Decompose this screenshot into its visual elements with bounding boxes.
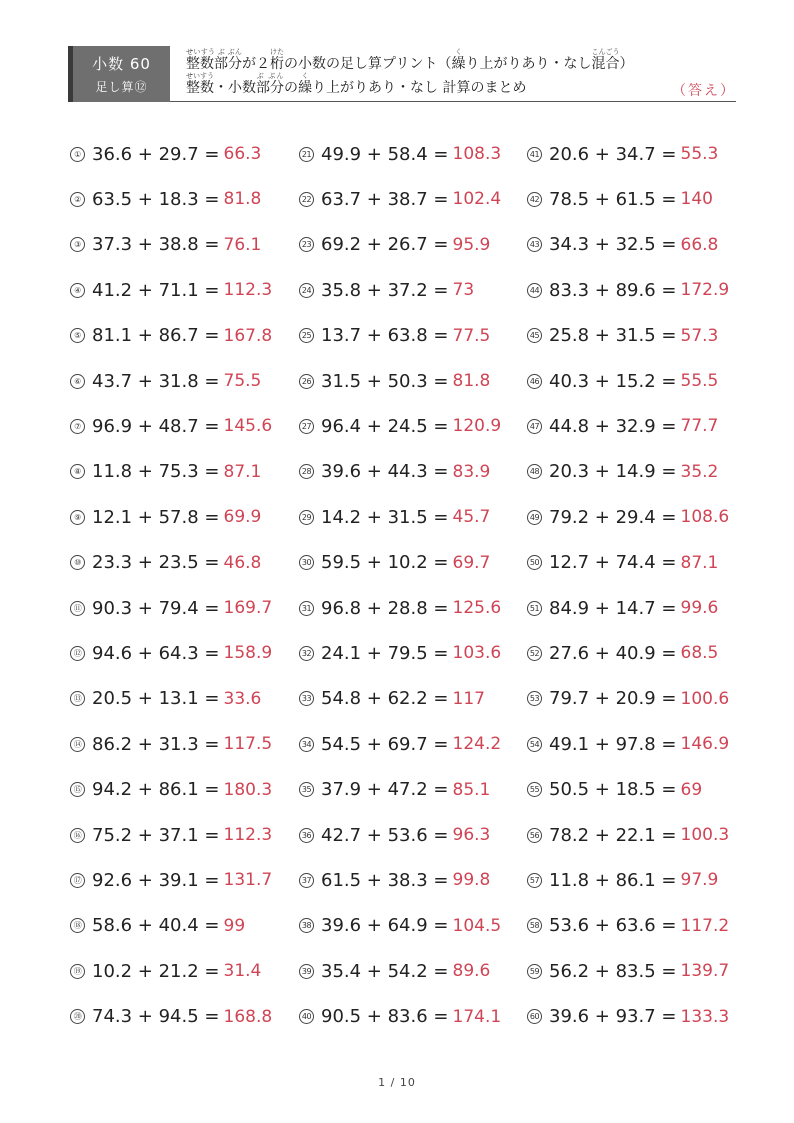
problem-item <box>299 543 490 583</box>
problem-expression: 41.2 + 71.1 = <box>92 279 220 301</box>
problem-item <box>299 134 501 174</box>
problem-number: 55 <box>527 782 542 797</box>
problem-expression: 20.6 + 34.7 = <box>549 143 677 165</box>
problem-answer: 31.4 <box>223 961 262 982</box>
problem-answer: 75.5 <box>223 371 262 391</box>
problem-expression: 12.7 + 74.4 = <box>549 552 677 574</box>
problem-number: 41 <box>527 147 542 162</box>
problem-item <box>527 815 729 855</box>
badge-unit: 足し算⑫ <box>95 80 148 94</box>
title-ruby-reading: く <box>451 48 466 56</box>
problem-answer: 112.3 <box>223 280 273 301</box>
title-ruby-word <box>270 48 284 72</box>
title-ruby-base: 繰 <box>451 56 466 72</box>
problem-expression: 50.5 + 18.5 = <box>549 779 677 801</box>
problem-expression: 12.1 + 57.8 = <box>92 506 220 528</box>
problem-answer: 73 <box>452 280 475 301</box>
problem-answer: 108.6 <box>680 507 730 528</box>
problem-number: 54 <box>527 737 542 752</box>
problem-expression: 54.8 + 62.2 = <box>321 688 449 710</box>
problem-item <box>527 406 718 446</box>
title-ruby-word <box>186 48 242 72</box>
problem-number: ④ <box>70 283 85 298</box>
problem-item <box>527 997 729 1037</box>
subtitle-text: ・小数 <box>214 80 256 96</box>
problem-number: 33 <box>299 691 314 706</box>
subtitle-ruby-base: 整数 <box>186 80 214 96</box>
problem-expression: 49.1 + 97.8 = <box>549 733 677 755</box>
problem-expression: 58.6 + 40.4 = <box>92 915 220 937</box>
title-ruby-reading: けた <box>270 48 284 56</box>
problem-answer: 139.7 <box>680 961 730 982</box>
problem-item <box>527 633 718 673</box>
subtitle-ruby-reading: せいすう <box>186 72 214 80</box>
problem-number: 57 <box>527 873 542 888</box>
problem-expression: 42.7 + 53.6 = <box>321 824 449 846</box>
problem-number: 46 <box>527 374 542 389</box>
problem-number: ⑥ <box>70 374 85 389</box>
title-text: り上がりあり・なし <box>465 56 592 72</box>
problem-answer: 131.7 <box>223 870 273 891</box>
problem-answer: 172.9 <box>680 280 730 301</box>
problem-expression: 39.6 + 93.7 = <box>549 1006 677 1028</box>
problem-expression: 39.6 + 44.3 = <box>321 461 449 483</box>
problem-expression: 23.3 + 23.5 = <box>92 552 220 574</box>
problem-item <box>70 179 261 219</box>
problem-number: 56 <box>527 828 542 843</box>
problem-number: ⑪ <box>70 601 85 616</box>
problem-number: 40 <box>299 1009 314 1024</box>
problem-number: ⑭ <box>70 737 85 752</box>
problem-item <box>299 588 501 628</box>
problem-item <box>70 815 272 855</box>
problem-expression: 81.1 + 86.7 = <box>92 325 220 347</box>
problem-expression: 84.9 + 14.7 = <box>549 597 677 619</box>
problem-item <box>70 997 272 1037</box>
problem-answer: 77.7 <box>680 416 719 437</box>
problem-answer: 103.6 <box>452 643 502 664</box>
problem-number: 58 <box>527 918 542 933</box>
problem-expression: 96.9 + 48.7 = <box>92 415 220 437</box>
problem-answer: 180.3 <box>223 779 273 800</box>
problem-expression: 74.3 + 94.5 = <box>92 1006 220 1028</box>
subtitle-text: の <box>284 80 298 96</box>
problem-number: 29 <box>299 510 314 525</box>
problem-item <box>527 770 702 810</box>
problem-number: 42 <box>527 192 542 207</box>
problem-answer: 133.3 <box>680 1006 730 1027</box>
problem-answer: 146.9 <box>680 734 730 755</box>
problem-answer: 81.8 <box>223 189 262 210</box>
problem-item <box>299 361 490 401</box>
problem-answer: 97.9 <box>680 870 719 891</box>
title-text: の小数の足し算プリント（ <box>284 56 452 72</box>
problem-item <box>299 906 501 946</box>
worksheet-header <box>68 46 736 102</box>
problem-answer: 125.6 <box>452 598 502 618</box>
subtitle-ruby-word <box>186 72 214 96</box>
problem-answer: 100.3 <box>680 825 730 845</box>
problem-number: 53 <box>527 691 542 706</box>
problem-expression: 20.3 + 14.9 = <box>549 461 677 483</box>
problem-number: 60 <box>527 1009 542 1024</box>
problem-expression: 14.2 + 31.5 = <box>321 506 449 528</box>
badge-level: 小数 60 <box>92 55 151 73</box>
problem-answer: 55.3 <box>680 144 719 164</box>
problem-answer: 140 <box>680 189 713 210</box>
subtitle-text: り上がりあり・なし 計算のまとめ <box>312 80 527 96</box>
subtitle-ruby-reading: ぶ ぶん <box>256 72 284 80</box>
problem-answer: 99.6 <box>680 598 719 618</box>
problem-expression: 40.3 + 15.2 = <box>549 370 677 392</box>
problem-item <box>527 179 713 219</box>
subtitle-ruby-base: 繰 <box>298 80 312 96</box>
problem-item <box>299 497 490 537</box>
problem-number: ⑧ <box>70 464 85 479</box>
title-ruby-base: 混合 <box>591 56 620 72</box>
problem-expression: 94.6 + 64.3 = <box>92 642 220 664</box>
problem-expression: 11.8 + 75.3 = <box>92 461 220 483</box>
title-text: ） <box>619 56 634 72</box>
problem-item <box>70 270 272 310</box>
problem-answer: 167.8 <box>223 325 273 346</box>
problem-item <box>527 316 718 356</box>
header-rule <box>170 101 736 102</box>
problem-number: 51 <box>527 601 542 616</box>
problem-answer: 108.3 <box>452 144 502 164</box>
problem-expression: 56.2 + 83.5 = <box>549 960 677 982</box>
problem-answer: 66.8 <box>680 234 719 255</box>
problem-number: ⑱ <box>70 918 85 933</box>
problem-answer: 120.9 <box>452 416 502 437</box>
problem-number: 24 <box>299 283 314 298</box>
problem-expression: 63.5 + 18.3 = <box>92 188 220 210</box>
problem-number: 22 <box>299 192 314 207</box>
problem-expression: 69.2 + 26.7 = <box>321 234 449 256</box>
problem-number: 35 <box>299 782 314 797</box>
problem-item <box>70 361 261 401</box>
problem-item <box>527 134 718 174</box>
problem-answer: 104.5 <box>452 915 502 936</box>
problem-answer: 45.7 <box>452 507 491 528</box>
problem-answer: 168.8 <box>223 1006 273 1027</box>
problem-expression: 13.7 + 63.8 = <box>321 325 449 347</box>
problem-expression: 79.2 + 29.4 = <box>549 506 677 528</box>
problem-number: 28 <box>299 464 314 479</box>
problem-expression: 96.8 + 28.8 = <box>321 597 449 619</box>
problem-number: 50 <box>527 555 542 570</box>
problem-expression: 27.6 + 40.9 = <box>549 642 677 664</box>
problem-expression: 35.8 + 37.2 = <box>321 279 449 301</box>
worksheet-title <box>186 48 633 73</box>
problem-item <box>527 543 718 583</box>
problem-answer: 169.7 <box>223 598 273 618</box>
problem-expression: 37.9 + 47.2 = <box>321 779 449 801</box>
problem-expression: 86.2 + 31.3 = <box>92 733 220 755</box>
problem-item <box>70 316 272 356</box>
title-text: が２ <box>242 56 270 72</box>
problem-number: 48 <box>527 464 542 479</box>
problem-item <box>299 860 490 900</box>
problem-number: 26 <box>299 374 314 389</box>
problem-number: 47 <box>527 419 542 434</box>
problem-answer: 76.1 <box>223 234 262 255</box>
problem-expression: 75.2 + 37.1 = <box>92 824 220 846</box>
problem-number: 31 <box>299 601 314 616</box>
problem-answer: 100.6 <box>680 688 730 709</box>
problem-item <box>70 134 261 174</box>
problem-item <box>527 270 729 310</box>
problem-expression: 83.3 + 89.6 = <box>549 279 677 301</box>
problem-expression: 96.4 + 24.5 = <box>321 415 449 437</box>
problem-item <box>70 770 272 810</box>
problem-expression: 54.5 + 69.7 = <box>321 733 449 755</box>
title-ruby-base: 桁 <box>270 56 284 72</box>
problem-item <box>70 860 272 900</box>
problem-item <box>299 406 501 446</box>
problem-expression: 63.7 + 38.7 = <box>321 188 449 210</box>
problem-item <box>70 497 261 537</box>
problem-answer: 174.1 <box>452 1006 502 1027</box>
problem-number: ⑤ <box>70 328 85 343</box>
title-ruby-reading: せいすう ぶ ぶん <box>186 48 242 56</box>
problem-number: 43 <box>527 237 542 252</box>
problem-number: 39 <box>299 964 314 979</box>
problem-item <box>527 225 718 265</box>
problem-number: 59 <box>527 964 542 979</box>
problem-expression: 20.5 + 13.1 = <box>92 688 220 710</box>
worksheet-subtitle <box>186 72 526 97</box>
subtitle-ruby-word <box>298 72 312 96</box>
problem-item <box>527 860 718 900</box>
problem-item <box>70 633 272 673</box>
problem-item <box>70 951 261 991</box>
problem-expression: 44.8 + 32.9 = <box>549 415 677 437</box>
problem-expression: 35.4 + 54.2 = <box>321 960 449 982</box>
problem-answer: 89.6 <box>452 961 491 982</box>
problem-item <box>527 497 729 537</box>
problem-number: ⑰ <box>70 873 85 888</box>
problem-number: ⑩ <box>70 555 85 570</box>
problem-answer: 99.8 <box>452 870 491 891</box>
problem-number: ⑲ <box>70 964 85 979</box>
problem-item <box>299 724 501 764</box>
problem-answer: 87.1 <box>223 461 262 482</box>
problem-item <box>70 724 272 764</box>
problem-expression: 94.2 + 86.1 = <box>92 779 220 801</box>
problem-item <box>299 997 501 1037</box>
problem-answer: 69.7 <box>452 552 491 573</box>
problem-expression: 78.2 + 22.1 = <box>549 824 677 846</box>
problem-expression: 90.3 + 79.4 = <box>92 597 220 619</box>
problem-answer: 69.9 <box>223 507 262 528</box>
subtitle-ruby-base: 部分 <box>256 80 284 96</box>
problem-answer: 85.1 <box>452 779 491 800</box>
problem-expression: 34.3 + 32.5 = <box>549 234 677 256</box>
problem-expression: 31.5 + 50.3 = <box>321 370 449 392</box>
problem-answer: 117.2 <box>680 915 730 936</box>
problem-number: ② <box>70 192 85 207</box>
problem-answer: 158.9 <box>223 643 273 664</box>
problem-expression: 10.2 + 21.2 = <box>92 960 220 982</box>
problem-expression: 61.5 + 38.3 = <box>321 869 449 891</box>
problem-expression: 43.7 + 31.8 = <box>92 370 220 392</box>
answers-label: （答え） <box>672 83 736 99</box>
problem-number: ⑫ <box>70 646 85 661</box>
problem-expression: 11.8 + 86.1 = <box>549 869 677 891</box>
problem-number: 45 <box>527 328 542 343</box>
problem-number: 25 <box>299 328 314 343</box>
problem-expression: 59.5 + 10.2 = <box>321 552 449 574</box>
problem-number: 38 <box>299 918 314 933</box>
problem-number: ① <box>70 147 85 162</box>
subtitle-ruby-word <box>256 72 284 96</box>
problem-number: ⑨ <box>70 510 85 525</box>
problem-answer: 145.6 <box>223 416 273 437</box>
problem-number: 52 <box>527 646 542 661</box>
problem-number: 37 <box>299 873 314 888</box>
problem-item <box>70 906 245 946</box>
title-ruby-reading: こんごう <box>591 48 620 56</box>
problem-expression: 78.5 + 61.5 = <box>549 188 677 210</box>
problem-answer: 55.5 <box>680 371 719 391</box>
problem-item <box>299 225 490 265</box>
problem-item <box>527 361 718 401</box>
problem-answer: 33.6 <box>223 688 262 709</box>
problem-expression: 90.5 + 83.6 = <box>321 1006 449 1028</box>
problem-answer: 83.9 <box>452 461 491 482</box>
problem-expression: 25.8 + 31.5 = <box>549 325 677 347</box>
problem-item <box>70 452 261 492</box>
problem-number: 32 <box>299 646 314 661</box>
problem-number: ⑯ <box>70 828 85 843</box>
problem-number: ⑦ <box>70 419 85 434</box>
problem-number: 27 <box>299 419 314 434</box>
problem-number: 21 <box>299 147 314 162</box>
problem-answer: 77.5 <box>452 325 491 346</box>
level-badge <box>68 46 170 102</box>
problem-answer: 68.5 <box>680 643 719 664</box>
problem-item <box>299 679 485 719</box>
problem-answer: 117 <box>452 688 485 709</box>
problem-answer: 95.9 <box>452 234 491 255</box>
problem-number: 49 <box>527 510 542 525</box>
problem-item <box>299 633 501 673</box>
problem-item <box>70 543 261 583</box>
problem-answer: 102.4 <box>452 189 502 210</box>
problem-number: 30 <box>299 555 314 570</box>
problem-item <box>299 316 490 356</box>
problem-answer: 124.2 <box>452 734 502 755</box>
title-ruby-word <box>451 48 466 72</box>
title-ruby-word <box>591 48 620 72</box>
problem-number: ③ <box>70 237 85 252</box>
problem-answer: 96.3 <box>452 825 491 845</box>
problem-item <box>299 770 490 810</box>
problem-item <box>70 588 272 628</box>
problem-item <box>527 906 729 946</box>
problem-number: 36 <box>299 828 314 843</box>
problem-expression: 36.6 + 29.7 = <box>92 143 220 165</box>
subtitle-ruby-reading: く <box>298 72 312 80</box>
problem-expression: 39.6 + 64.9 = <box>321 915 449 937</box>
problem-answer: 66.3 <box>223 144 262 164</box>
problem-expression: 79.7 + 20.9 = <box>549 688 677 710</box>
problem-item <box>299 951 490 991</box>
problem-number: 23 <box>299 237 314 252</box>
problem-answer: 112.3 <box>223 825 273 845</box>
problem-item <box>527 951 729 991</box>
problem-item <box>527 679 729 719</box>
problem-number: 44 <box>527 283 542 298</box>
problem-answer: 99 <box>223 915 246 936</box>
problem-item <box>299 815 490 855</box>
problem-number: ⑬ <box>70 691 85 706</box>
page-number: 1 / 10 <box>378 1076 416 1089</box>
problem-item <box>70 406 272 446</box>
problem-expression: 24.1 + 79.5 = <box>321 642 449 664</box>
problem-answer: 81.8 <box>452 371 491 391</box>
problem-answer: 46.8 <box>223 552 262 573</box>
problem-item <box>299 179 501 219</box>
problem-answer: 69 <box>680 779 703 800</box>
problem-item <box>299 452 490 492</box>
problem-expression: 49.9 + 58.4 = <box>321 143 449 165</box>
problem-answer: 117.5 <box>223 734 273 755</box>
problem-number: ⑮ <box>70 782 85 797</box>
problem-expression: 53.6 + 63.6 = <box>549 915 677 937</box>
problem-answer: 87.1 <box>680 552 719 573</box>
problem-item <box>70 225 261 265</box>
problem-item <box>527 588 718 628</box>
title-ruby-base: 整数部分 <box>186 56 242 72</box>
problem-item <box>527 724 729 764</box>
problem-number: 34 <box>299 737 314 752</box>
problem-answer: 35.2 <box>680 461 719 482</box>
problem-number: ⑳ <box>70 1009 85 1024</box>
problem-item <box>70 679 261 719</box>
problem-answer: 57.3 <box>680 325 719 346</box>
problem-expression: 37.3 + 38.8 = <box>92 234 220 256</box>
problem-expression: 92.6 + 39.1 = <box>92 869 220 891</box>
problem-item <box>299 270 474 310</box>
problem-item <box>527 452 718 492</box>
